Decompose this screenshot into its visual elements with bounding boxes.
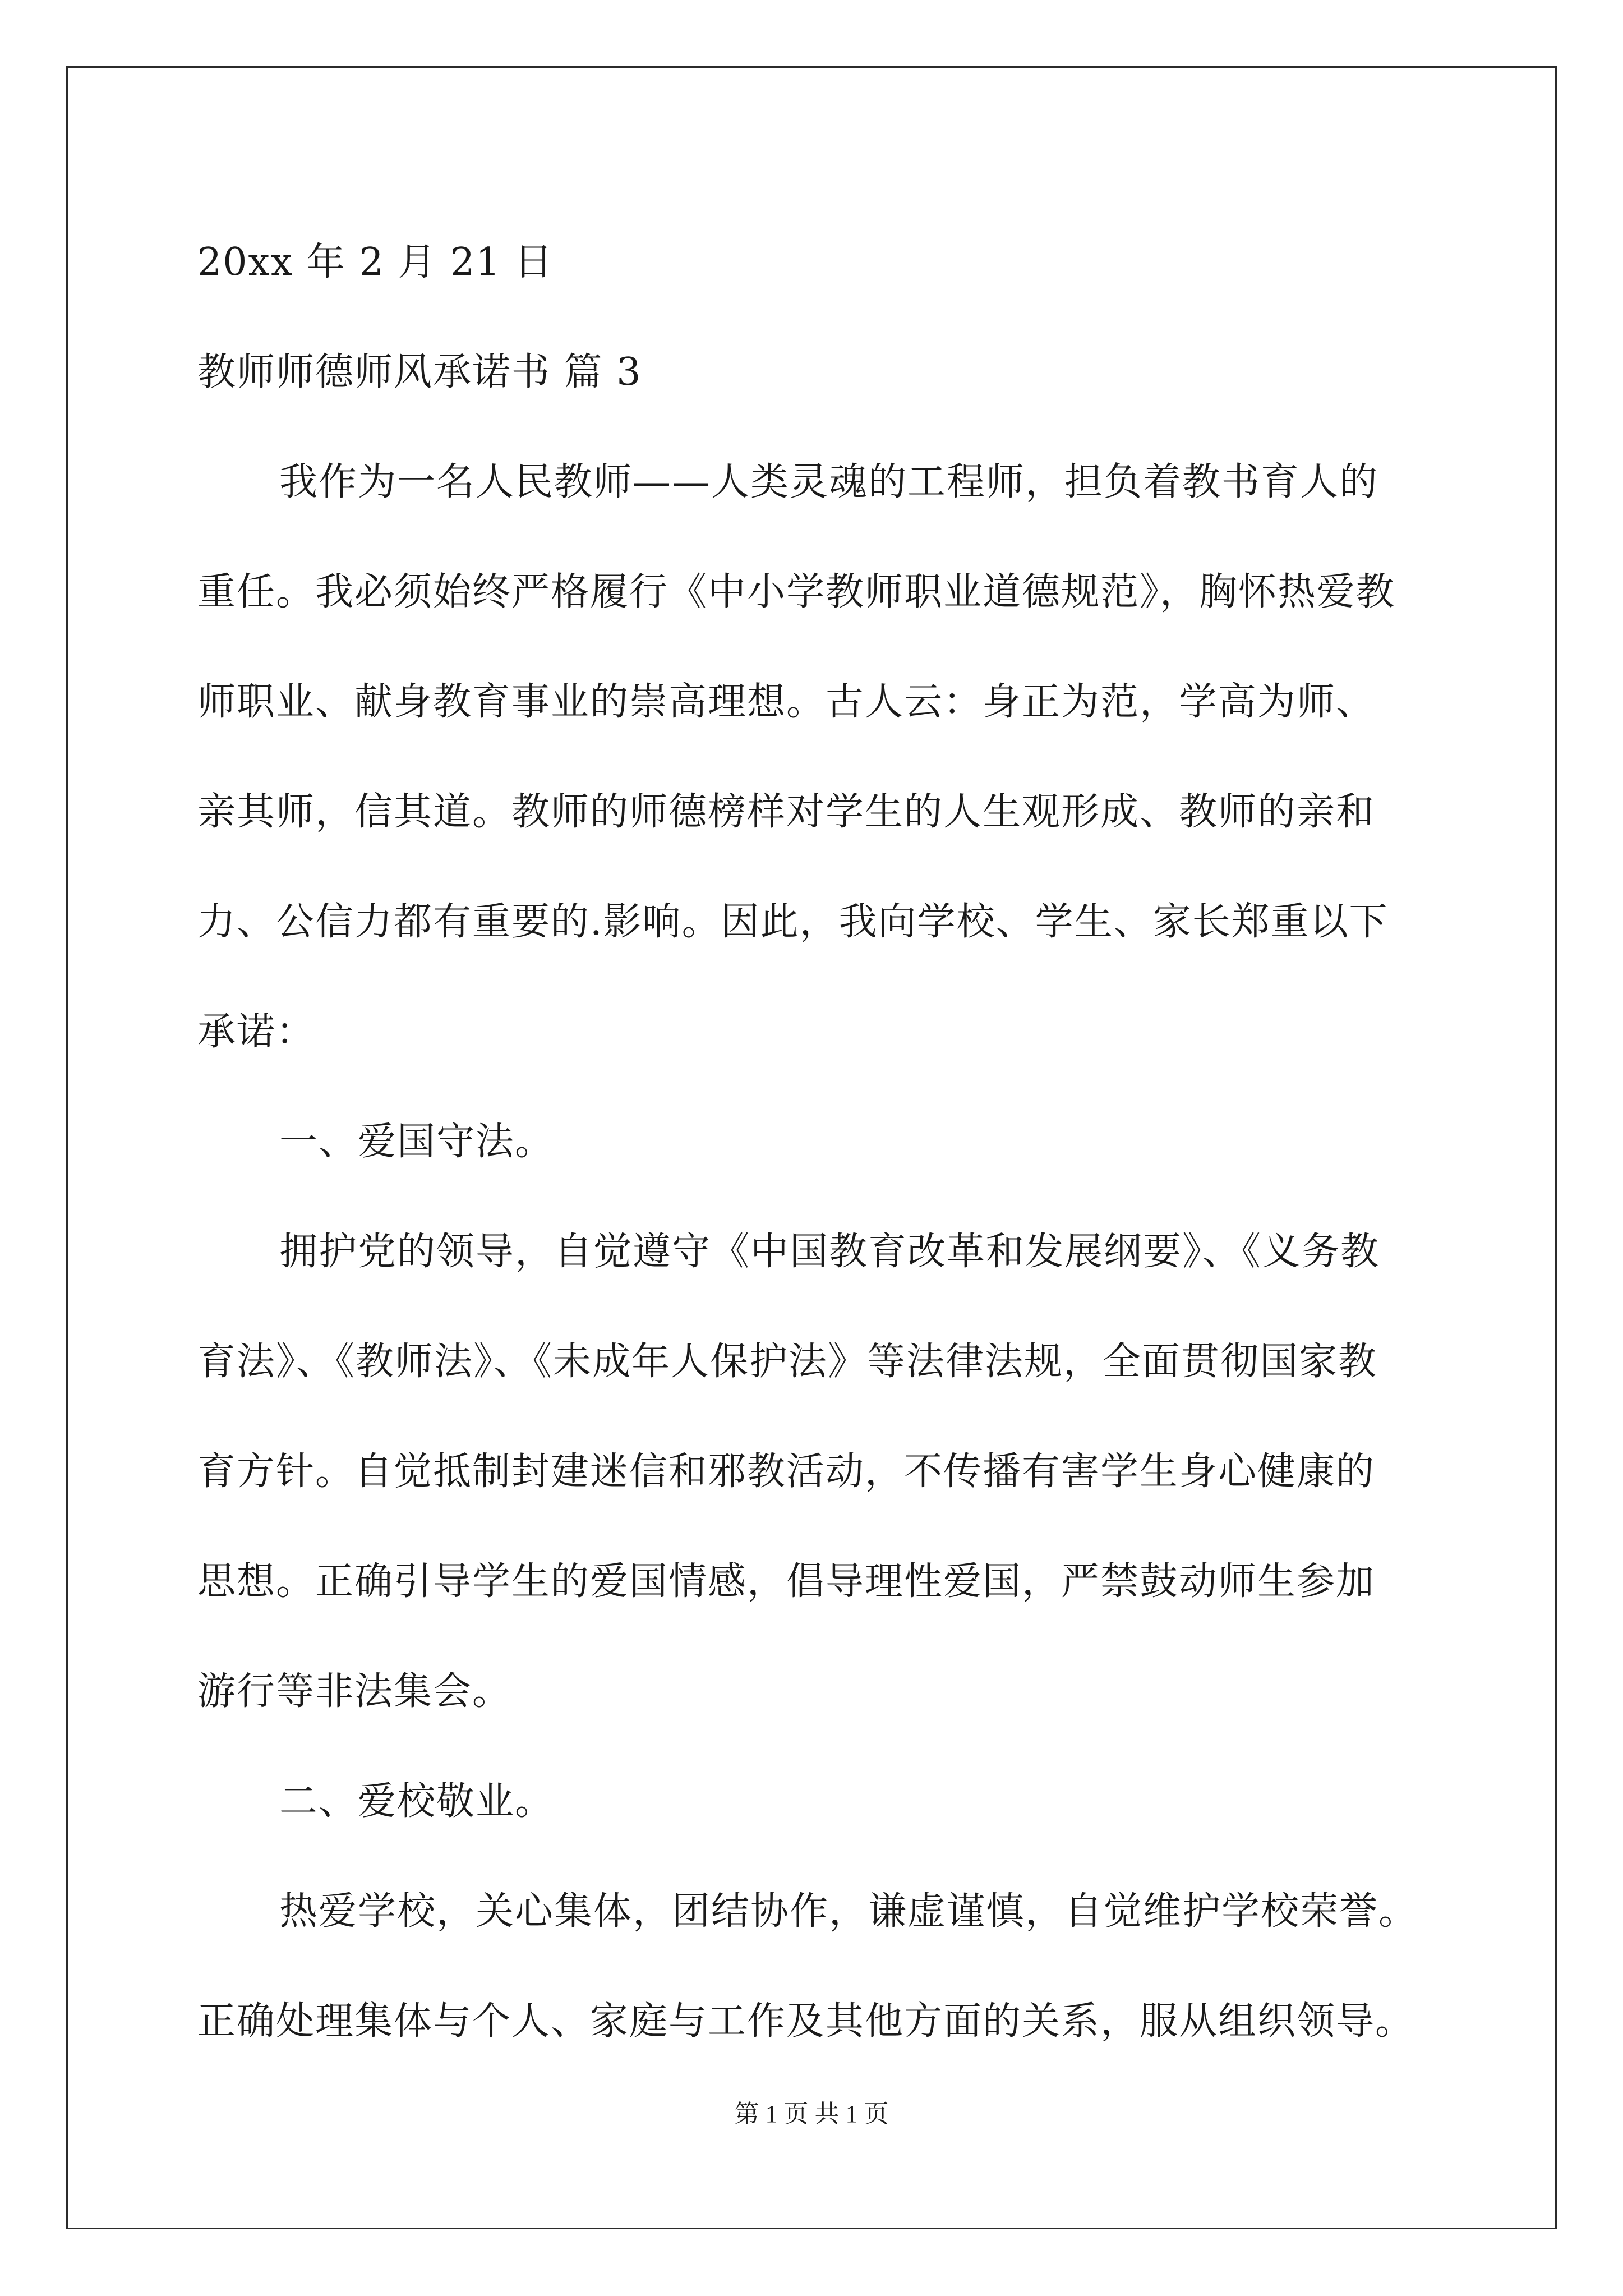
text-line: 承诺： xyxy=(197,1010,316,1054)
text-line: 一、爱国守法。 xyxy=(279,1120,555,1164)
text-line: 育法》、《教师法》、《未成年人保护法》等法律法规，全面贯彻国家教 xyxy=(197,1340,1378,1384)
text-line: 重任。我必须始终严格履行《中小学教师职业道德规范》，胸怀热爱教 xyxy=(197,570,1396,614)
text-line: 游行等非法集会。 xyxy=(197,1669,512,1714)
text-line: 拥护党的领导，自觉遵守《中国教育改革和发展纲要》、《义务教 xyxy=(279,1230,1380,1274)
document-body xyxy=(197,208,1431,2077)
text-line: 热爱学校，关心集体，团结协作，谦虚谨慎，自觉维护学校荣誉。 xyxy=(279,1889,1418,1934)
text-line: 育方针。自觉抵制封建迷信和邪教活动，不传播有害学生身心健康的 xyxy=(197,1450,1376,1494)
text-line: 亲其师，信其道。教师的师德榜样对学生的人生观形成、教师的亲和 xyxy=(197,790,1376,834)
text-line: 思想。正确引导学生的爱国情感，倡导理性爱国，严禁鼓动师生参加 xyxy=(197,1559,1376,1604)
page-footer: 第 1 页 共 1 页 xyxy=(734,2100,889,2128)
text-line: 力、公信力都有重要的.影响。因此，我向学校、学生、家长郑重以下 xyxy=(197,900,1389,944)
text-line: 我作为一名人民教师——人类灵魂的工程师，担负着教书育人的 xyxy=(279,460,1379,504)
text-line: 二、爱校敬业。 xyxy=(279,1779,555,1824)
document-date: 20xx 年 2 月 21 日 xyxy=(197,240,554,284)
text-line: 师职业、献身教育事业的崇高理想。古人云：身正为范，学高为师、 xyxy=(197,680,1376,724)
text-line: 正确处理集体与个人、家庭与工作及其他方面的关系，服从组织领导。 xyxy=(197,1999,1415,2044)
document-paragraphs xyxy=(197,427,1431,2077)
document-title: 教师师德师风承诺书 篇 3 xyxy=(197,350,642,394)
